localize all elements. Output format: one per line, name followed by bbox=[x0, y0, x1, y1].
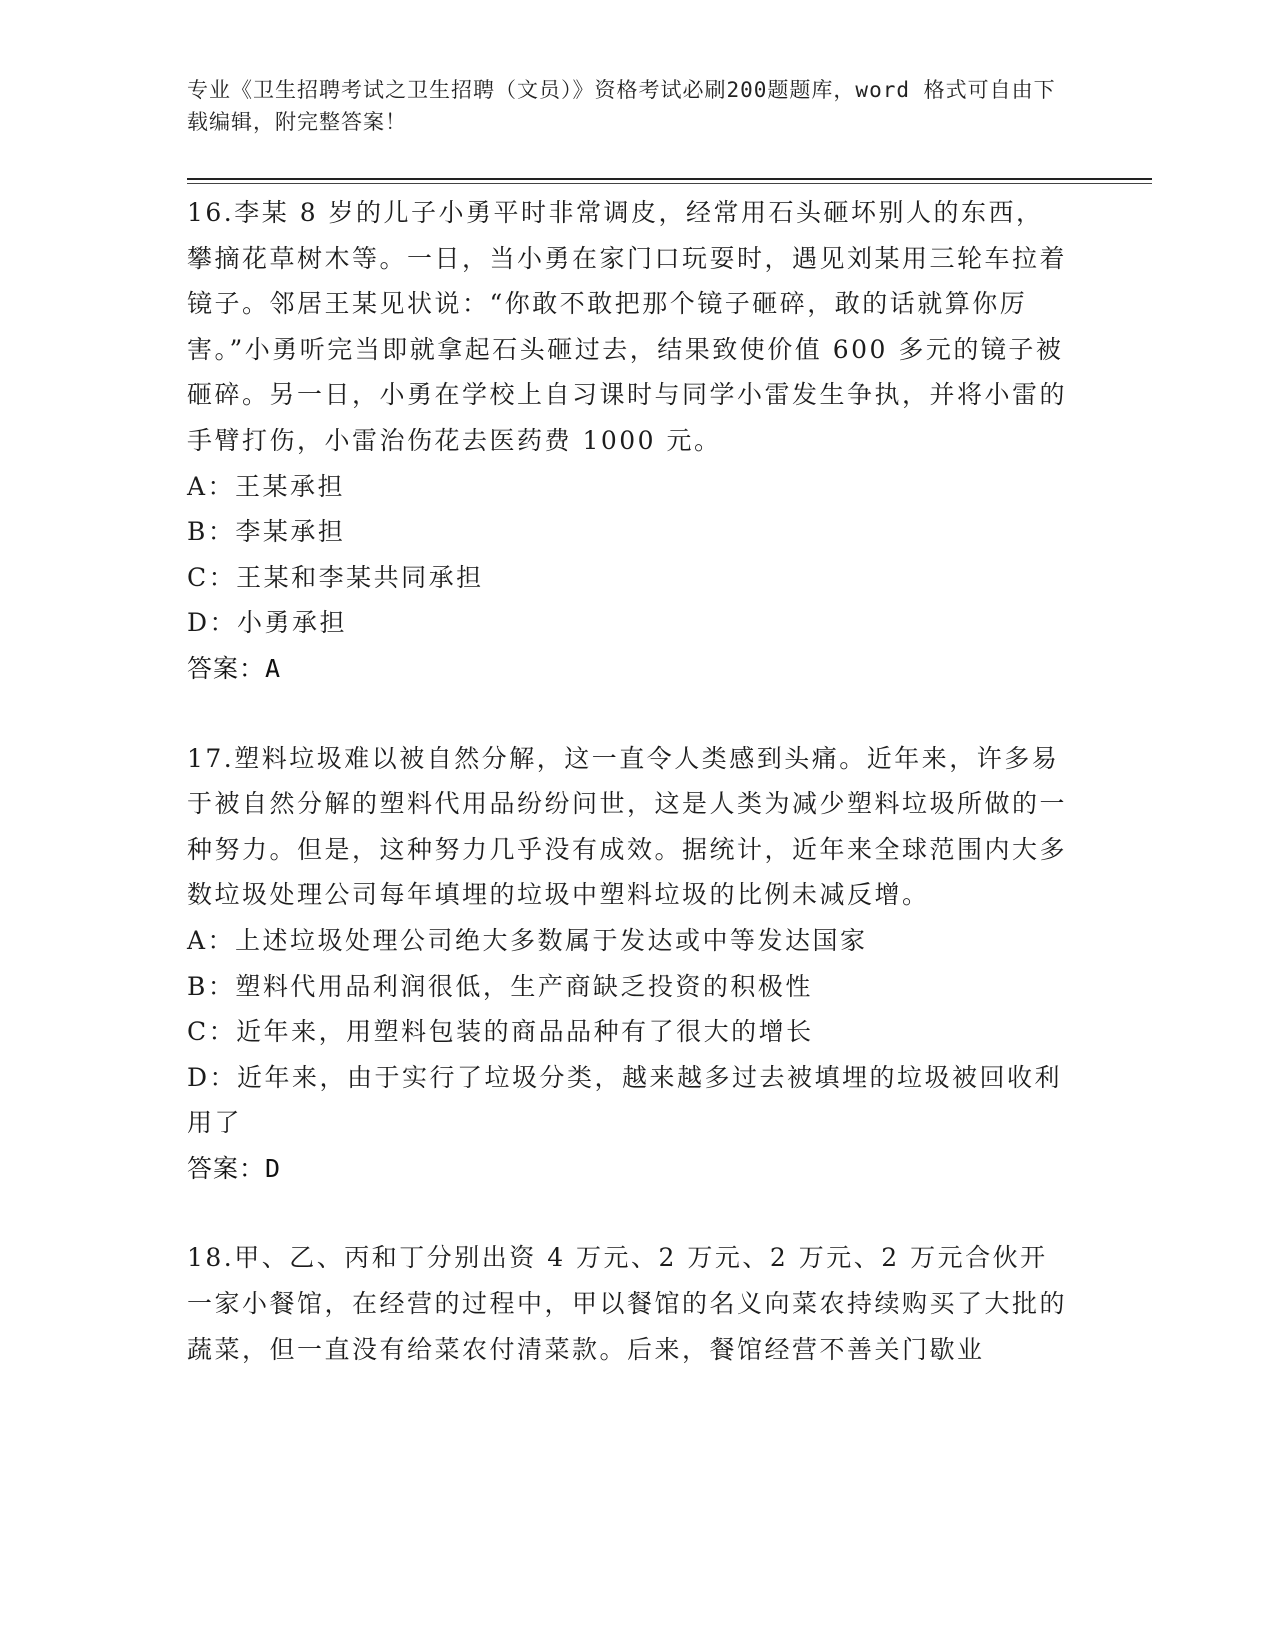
question-17 bbox=[187, 736, 1067, 1192]
answer: 答案：D bbox=[187, 1153, 282, 1183]
question-list bbox=[187, 190, 1067, 1372]
option-d: D：小勇承担 bbox=[187, 608, 348, 638]
option-b: B：李某承担 bbox=[187, 517, 346, 547]
question-text: 18.甲、乙、丙和丁分别出资 4 万元、2 万元、2 万元、2 万元合伙开一家小餐馆，在经营的过程中，甲以餐馆的名义向菜农持续购买了大批的蔬菜，但一直没有给菜农付清菜款。后来，餐馆经营不善关门歇业 bbox=[187, 1243, 1068, 1364]
question-text: 17.塑料垃圾难以被自然分解，这一直令人类感到头痛。近年来，许多易于被自然分解的塑料代用品纷纷问世，这是人类为减少塑料垃圾所做的一种努力。但是，这种努力几乎没有成效。据统计，近年来全球范围内大多数垃圾处理公司每年填埋的垃圾中塑料垃圾的比例未减反增。 bbox=[187, 743, 1068, 910]
question-16 bbox=[187, 190, 1067, 692]
option-a: A：王某承担 bbox=[187, 471, 346, 501]
header-divider bbox=[187, 178, 1152, 180]
question-18 bbox=[187, 1235, 1067, 1372]
answer: 答案：A bbox=[187, 653, 282, 683]
option-a: A：上述垃圾处理公司绝大多数属于发达或中等发达国家 bbox=[187, 925, 868, 955]
question-text: 16.李某 8 岁的儿子小勇平时非常调皮，经常用石头砸坏别人的东西，攀摘花草树木等。一日，当小勇在家门口玩耍时，遇见刘某用三轮车拉着镜子。邻居王某见状说：“你敢不敢把那个镜子砸碎，敢的话就算你厉害。”小勇听完当即就拿起石头砸过去，结果致使价值 600 多元的镜子被砸碎。另一日，小勇在学校上自习课时与同学小雷发生争执，并将小雷的手臂打伤，小雷治伤花去医药费 1000 元。 bbox=[187, 198, 1068, 455]
page-header: 专业《卫生招聘考试之卫生招聘（文员）》资格考试必刷200题题库，word 格式可自由下载编辑，附完整答案！ bbox=[187, 78, 1056, 134]
option-d: D：近年来，由于实行了垃圾分类，越来越多过去被填埋的垃圾被回收利用了 bbox=[187, 1062, 1063, 1138]
option-b: B：塑料代用品利润很低，生产商缺乏投资的积极性 bbox=[187, 971, 813, 1001]
header-divider-thin bbox=[187, 183, 1152, 184]
option-c: C：近年来，用塑料包装的商品品种有了很大的增长 bbox=[187, 1017, 814, 1047]
option-c: C：王某和李某共同承担 bbox=[187, 562, 484, 592]
